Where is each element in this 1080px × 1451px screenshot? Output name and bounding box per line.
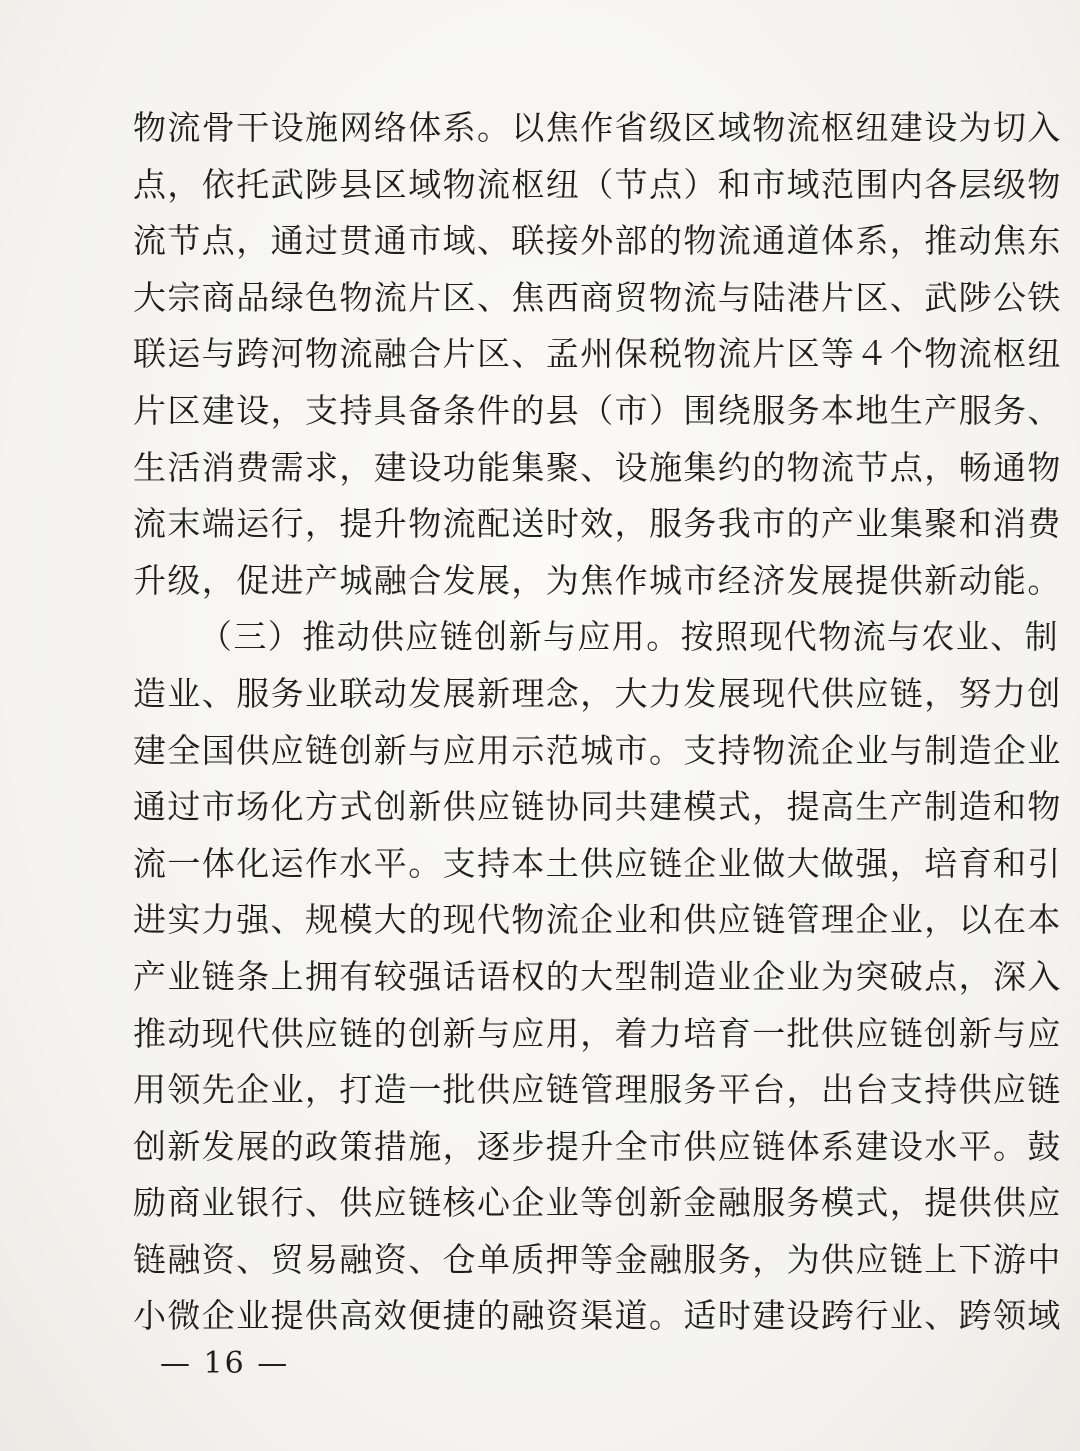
text-line: 升级，促进产城融合发展，为焦作城市经济发展提供新动能。 [133, 560, 1062, 600]
text-line: 创新发展的政策措施，逐步提升全市供应链体系建设水平。鼓 [133, 1126, 1062, 1166]
text-line: 进实力强、规模大的现代物流企业和供应链管理企业，以在本 [133, 900, 1062, 940]
text-line: 产业链条上拥有较强话语权的大型制造业企业为突破点，深入 [133, 956, 1062, 996]
text-line: 片区建设，支持具备条件的县（市）围绕服务本地生产服务、 [133, 390, 1062, 430]
text-line: 链融资、贸易融资、仓单质押等金融服务，为供应链上下游中 [133, 1239, 1062, 1279]
text-line: 生活消费需求，建设功能集聚、设施集约的物流节点，畅通物 [133, 447, 1062, 487]
text-line: 流一体化运作水平。支持本土供应链企业做大做强，培育和引 [133, 843, 1062, 883]
text-line: 推动现代供应链的创新与应用，着力培育一批供应链创新与应 [133, 1013, 1062, 1053]
paragraph-2 [133, 609, 1062, 1345]
text-line: 大宗商品绿色物流片区、焦西商贸物流与陆港片区、武陟公铁 [133, 277, 1062, 317]
text-line: 流末端运行，提升物流配送时效，服务我市的产业集聚和消费 [133, 504, 1062, 544]
text-line: 通过市场化方式创新供应链协同共建模式，提高生产制造和物 [133, 787, 1062, 827]
paragraph-1 [133, 100, 1062, 609]
page-number: — 16 — [160, 1346, 290, 1381]
text-line: 联运与跨河物流融合片区、孟州保税物流片区等４个物流枢纽 [133, 334, 1062, 374]
text-line: 造业、服务业联动发展新理念，大力发展现代供应链，努力创 [133, 673, 1062, 713]
text-line: 励商业银行、供应链核心企业等创新金融服务模式，提供供应 [133, 1183, 1062, 1223]
text-line: 点，依托武陟县区域物流枢纽（节点）和市域范围内各层级物 [133, 164, 1062, 204]
section-heading-line: （三）推动供应链创新与应用。按照现代物流与农业、制 [199, 617, 1059, 657]
text-line: 建全国供应链创新与应用示范城市。支持物流企业与制造企业 [133, 730, 1062, 770]
text-line: 流节点，通过贯通市域、联接外部的物流通道体系，推动焦东 [133, 221, 1062, 261]
text-line: 小微企业提供高效便捷的融资渠道。适时建设跨行业、跨领域 [133, 1296, 1062, 1336]
body-text [133, 100, 1062, 1345]
text-line: 用领先企业，打造一批供应链管理服务平台，出台支持供应链 [133, 1070, 1062, 1110]
text-line: 物流骨干设施网络体系。以焦作省级区域物流枢纽建设为切入 [133, 108, 1062, 147]
